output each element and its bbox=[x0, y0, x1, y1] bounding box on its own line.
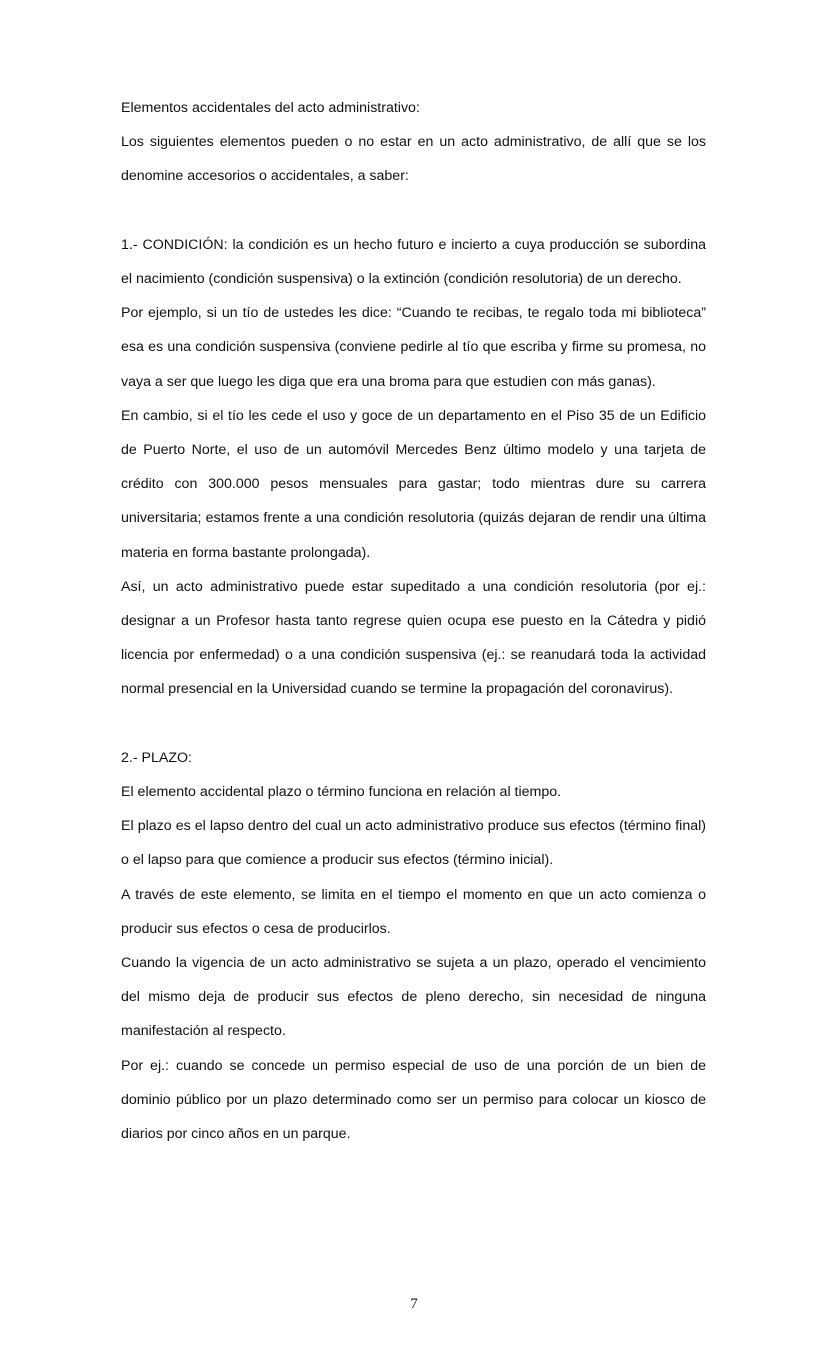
condicion-definition: 1.- CONDICIÓN: la condición es un hecho futuro e incierto a cuya producción se subordina el nacimiento (condición suspensiva) o la extinción (condición resolutoria) de un derecho. bbox=[121, 236, 706, 287]
plazo-vigencia: Cuando la vigencia de un acto administrativo se sujeta a un plazo, operado el vencimiento del mismo deja de producir sus efectos de pleno derecho, sin necesidad de ninguna manifestación al respecto. bbox=[121, 955, 706, 1040]
paragraph-gap bbox=[121, 194, 706, 228]
condicion-acto-administrativo: Así, un acto administrativo puede estar supeditado a una condición resolutoria (por ej.: designar a un Profesor hasta tanto regrese quien ocupa ese puesto en la Cátedra y pidió licencia por enfermedad) o a una condición suspensiva (ej.: se reanudará toda la actividad normal presencial en la Universidad cuando se termine la propagación del coronavirus). bbox=[121, 578, 706, 698]
document-body bbox=[121, 91, 706, 1151]
page-number: 7 bbox=[410, 1296, 418, 1312]
plazo-heading: 2.- PLAZO: bbox=[121, 749, 192, 766]
plazo-example: Por ej.: cuando se concede un permiso especial de uso de una porción de un bien de dominio público por un plazo determinado como ser un permiso para colocar un kiosco de diarios por cinco años en un parque. bbox=[121, 1057, 706, 1143]
plazo-limit: A través de este elemento, se limita en el tiempo el momento en que un acto comienza o producir sus efectos o cesa de producirlos. bbox=[121, 886, 706, 937]
plazo-definition: El plazo es el lapso dentro del cual un acto administrativo produce sus efectos (término final) o el lapso para que comience a producir sus efectos (término inicial). bbox=[121, 818, 706, 869]
condicion-example-resolutoria: En cambio, si el tío les cede el uso y goce de un departamento en el Piso 35 de un Edificio de Puerto Norte, el uso de un automóvil Mercedes Benz último modelo y una tarjeta de crédito con 300.000 pesos mensuales para gastar; todo mientras dure su carrera universitaria; estamos frente a una condición resolutoria (quizás dejaran de rendir una última materia en forma bastante prolongada). bbox=[121, 407, 706, 561]
intro-paragraph: Los siguientes elementos pueden o no estar en un acto administrativo, de allí que se los denomine accesorios o accidentales, a saber: bbox=[121, 134, 706, 185]
section-heading: Elementos accidentales del acto administrativo: bbox=[121, 100, 420, 116]
condicion-example-suspensiva: Por ejemplo, si un tío de ustedes les dice: “Cuando te recibas, te regalo toda mi biblioteca” esa es una condición suspensiva (conviene pedirle al tío que escriba y firme su promesa, no vaya a ser que luego les diga que era una broma para que estudien con más ganas). bbox=[121, 305, 706, 390]
paragraph-gap bbox=[121, 707, 706, 741]
plazo-intro: El elemento accidental plazo o término funciona en relación al tiempo. bbox=[121, 784, 562, 801]
